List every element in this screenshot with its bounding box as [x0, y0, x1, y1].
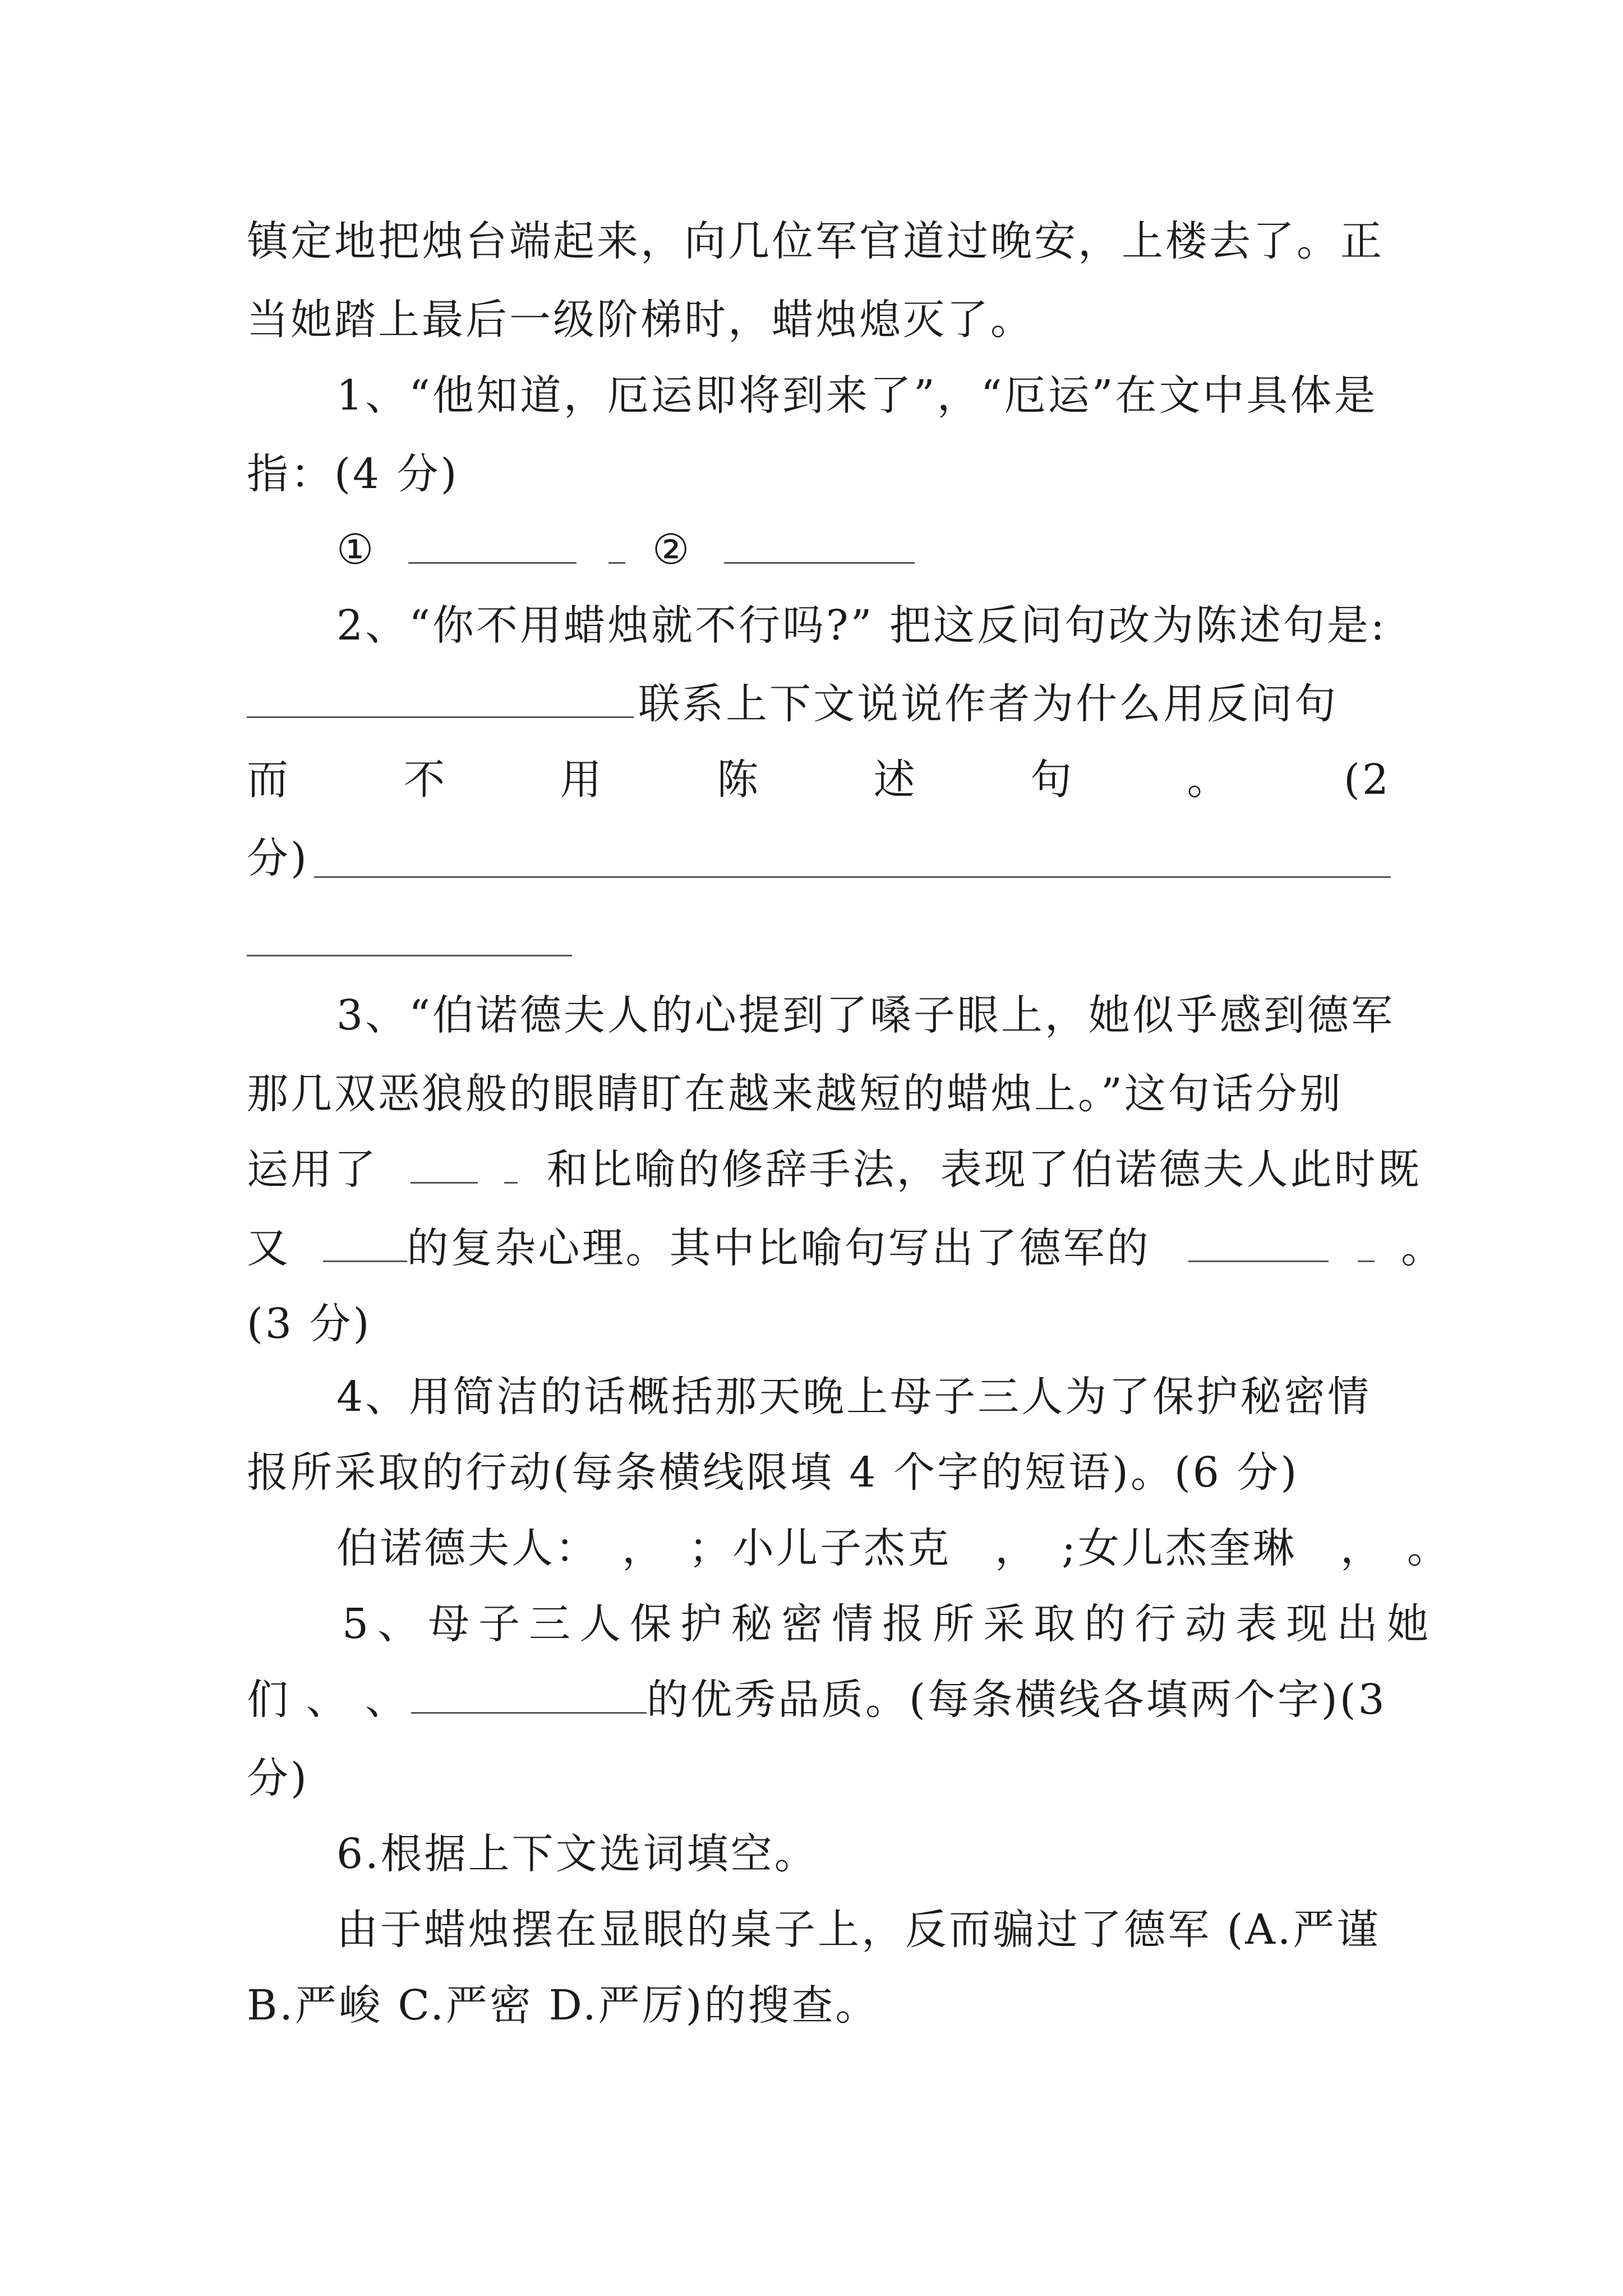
spread-char: 用: [560, 756, 604, 804]
question-5-line-1-text: 5、母子三人保护秘密情报所采取的行动表现出她: [342, 1600, 1438, 1648]
question-1-line-1: 1、“他知道，厄运即将到来了”，“厄运”在文中具体是: [336, 371, 1378, 420]
spread-char: 述: [873, 756, 917, 804]
answer-blank-q3-mood[interactable]: [323, 1226, 407, 1262]
question-2-line-1: 2、“你不用蜡烛就不行吗?” 把这反问句改为陈述句是:: [336, 601, 1387, 650]
spread-char: 。: [1187, 756, 1231, 804]
question-6-line-2: 由于蜡烛摆在显眼的桌子上，反而骗过了德军 (A.严谨: [336, 1906, 1381, 1954]
answer-blank-q3-simile-b[interactable]: [1358, 1226, 1375, 1262]
answer-line-q2-reason-2[interactable]: [247, 955, 572, 956]
question-3-line-4-a: 又: [247, 1224, 291, 1272]
answer-line-q2-reason-1[interactable]: [314, 876, 1391, 878]
answer-blank-1b[interactable]: [608, 527, 625, 564]
answer-blank-q3-rhetoric[interactable]: [411, 1147, 478, 1184]
question-1-answer-row: [336, 522, 1391, 578]
question-6-line-3: B.严峻 C.严密 D.严厉)的搜查。: [247, 1981, 879, 2030]
question-5-line-1: [342, 1596, 1438, 1652]
answer-mark-1: ①: [336, 526, 376, 574]
answer-blank-q3-simile[interactable]: [1188, 1226, 1329, 1262]
question-3-line-3-a: 运用了: [247, 1145, 378, 1194]
intro-line-2: 当她踏上最后一级阶梯时，蜡烛熄灭了。: [247, 296, 1034, 344]
answer-blank-q2-statement[interactable]: [247, 682, 634, 718]
question-6-line-1: 6.根据上下文选词填空。: [336, 1830, 818, 1878]
question-3-line-2: 那几双恶狼般的眼睛盯在越来越短的蜡烛上。”这句话分别: [247, 1070, 1343, 1118]
spread-char: 而: [247, 756, 291, 804]
question-2-line-2-text: 联系上下文说说作者为什么用反问句: [638, 680, 1338, 728]
question-5-line-2-a: 们 、 、: [247, 1676, 409, 1724]
question-3-line-3: [247, 1142, 1422, 1198]
question-3-line-1: 3、“伯诺德夫人的心提到了嗓子眼上，她似乎感到德军: [336, 991, 1395, 1039]
question-3-score: (3 分): [247, 1300, 372, 1348]
question-2-line-3: [247, 752, 1391, 808]
question-5-line-2: [247, 1672, 1391, 1728]
question-3-line-4-b: 的复杂心理。其中比喻句写出了德军的: [407, 1224, 1151, 1272]
question-5-line-3: 分): [247, 1754, 309, 1802]
spread-char: 句: [1030, 756, 1075, 804]
question-4-line-1: 4、用简洁的话概括那天晚上母子三人为了保护秘密情: [336, 1373, 1372, 1421]
answer-mark-2: ②: [652, 526, 692, 574]
answer-blank-2[interactable]: [724, 527, 915, 564]
question-4-line-3: 伯诺德夫人： ， ；小儿子杰克 ， ;女儿杰奎琳 ， 。: [336, 1524, 1451, 1572]
spread-char: 陈: [717, 756, 761, 804]
answer-blank-q3-rhetoric-b[interactable]: [504, 1147, 518, 1184]
question-3-line-3-b: 和比喻的修辞手法，表现了伯诺德夫人此时既: [546, 1145, 1422, 1194]
question-2-score: 分): [247, 834, 309, 882]
spread-char: (2: [1343, 756, 1391, 804]
question-3-line-4-c: 。: [1401, 1224, 1445, 1272]
answer-blank-q5-quality[interactable]: [411, 1677, 647, 1714]
question-3-line-4: [247, 1220, 1445, 1276]
spread-char: 不: [403, 756, 448, 804]
answer-blank-1a[interactable]: [408, 527, 577, 564]
question-4-line-2: 报所采取的行动(每条横线限填 4 个字的短语)。(6 分): [247, 1448, 1299, 1497]
question-2-line-2: [247, 676, 1391, 732]
question-2-line-4: [247, 830, 1391, 886]
intro-line-1: 镇定地把烛台端起来，向几位军官道过晚安，上楼去了。正: [247, 217, 1384, 265]
question-1-line-2: 指：(4 分): [247, 450, 459, 498]
question-5-line-2-b: 的优秀品质。(每条横线各填两个字)(3: [647, 1676, 1387, 1724]
